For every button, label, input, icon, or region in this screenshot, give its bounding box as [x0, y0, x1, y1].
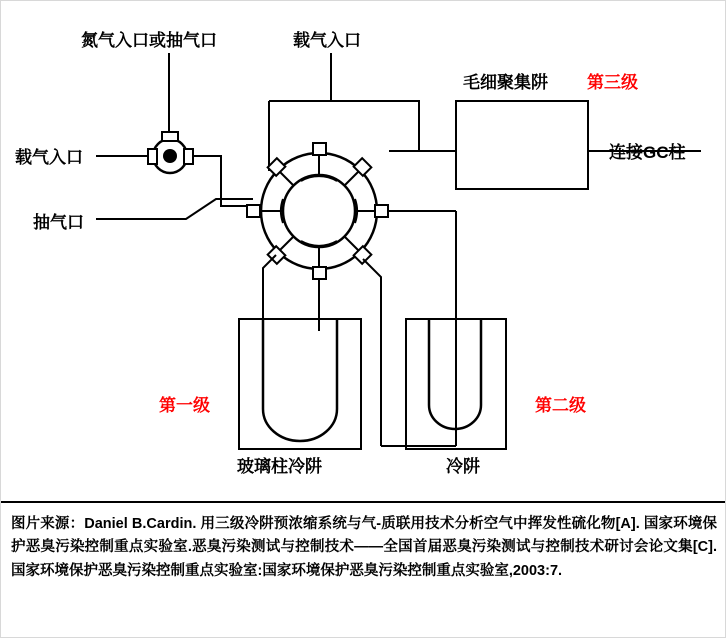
pipe-top-right-run: [331, 101, 419, 107]
label-glass-column-cold-trap: 玻璃柱冷阱: [237, 457, 322, 476]
diagram-area: [1, 1, 726, 501]
capillary-trap-box: [456, 101, 588, 189]
label-nitrogen-inlet-or-vent: 氮气入口或抽气口: [81, 31, 217, 50]
label-capillary-focusing-trap: 毛细聚集阱: [463, 73, 548, 92]
pipe-to-valve-upper-right: [389, 107, 419, 151]
label-cold-trap: 冷阱: [446, 457, 480, 476]
label-carrier-gas-inlet-left: 载气入口: [15, 148, 83, 167]
label-stage-two: 第二级: [535, 396, 586, 415]
label-stage-one: 第一级: [159, 396, 210, 415]
figure-caption: [1, 501, 726, 638]
label-connect-gc-column: 连接GC柱: [609, 143, 686, 162]
pipe-vent-port: [96, 199, 253, 219]
stage-one-u-trap: [263, 319, 337, 441]
label-carrier-gas-inlet-top: 载气入口: [293, 31, 361, 50]
caption-text: 图片来源：Daniel B.Cardin. 用三级冷阱预浓缩系统与气-质联用技术分析空气中挥发性硫化物[A]. 国家环境保护恶臭污染控制重点实验室.恶臭污染测试与控制技术——全国首届恶臭污染测试与控制技术研讨会论文集[C].国家环境保护恶臭污染控制重点实验室:国家环境保护恶臭污染控制重点实验室,2003:7.: [11, 516, 717, 579]
label-stage-three: 第三级: [587, 73, 638, 92]
pipe-valve-to-stage-two: [363, 259, 381, 301]
pump-icon: [148, 132, 193, 173]
stage-one-dewar: [239, 319, 361, 449]
label-vent-port: 抽气口: [33, 213, 84, 232]
